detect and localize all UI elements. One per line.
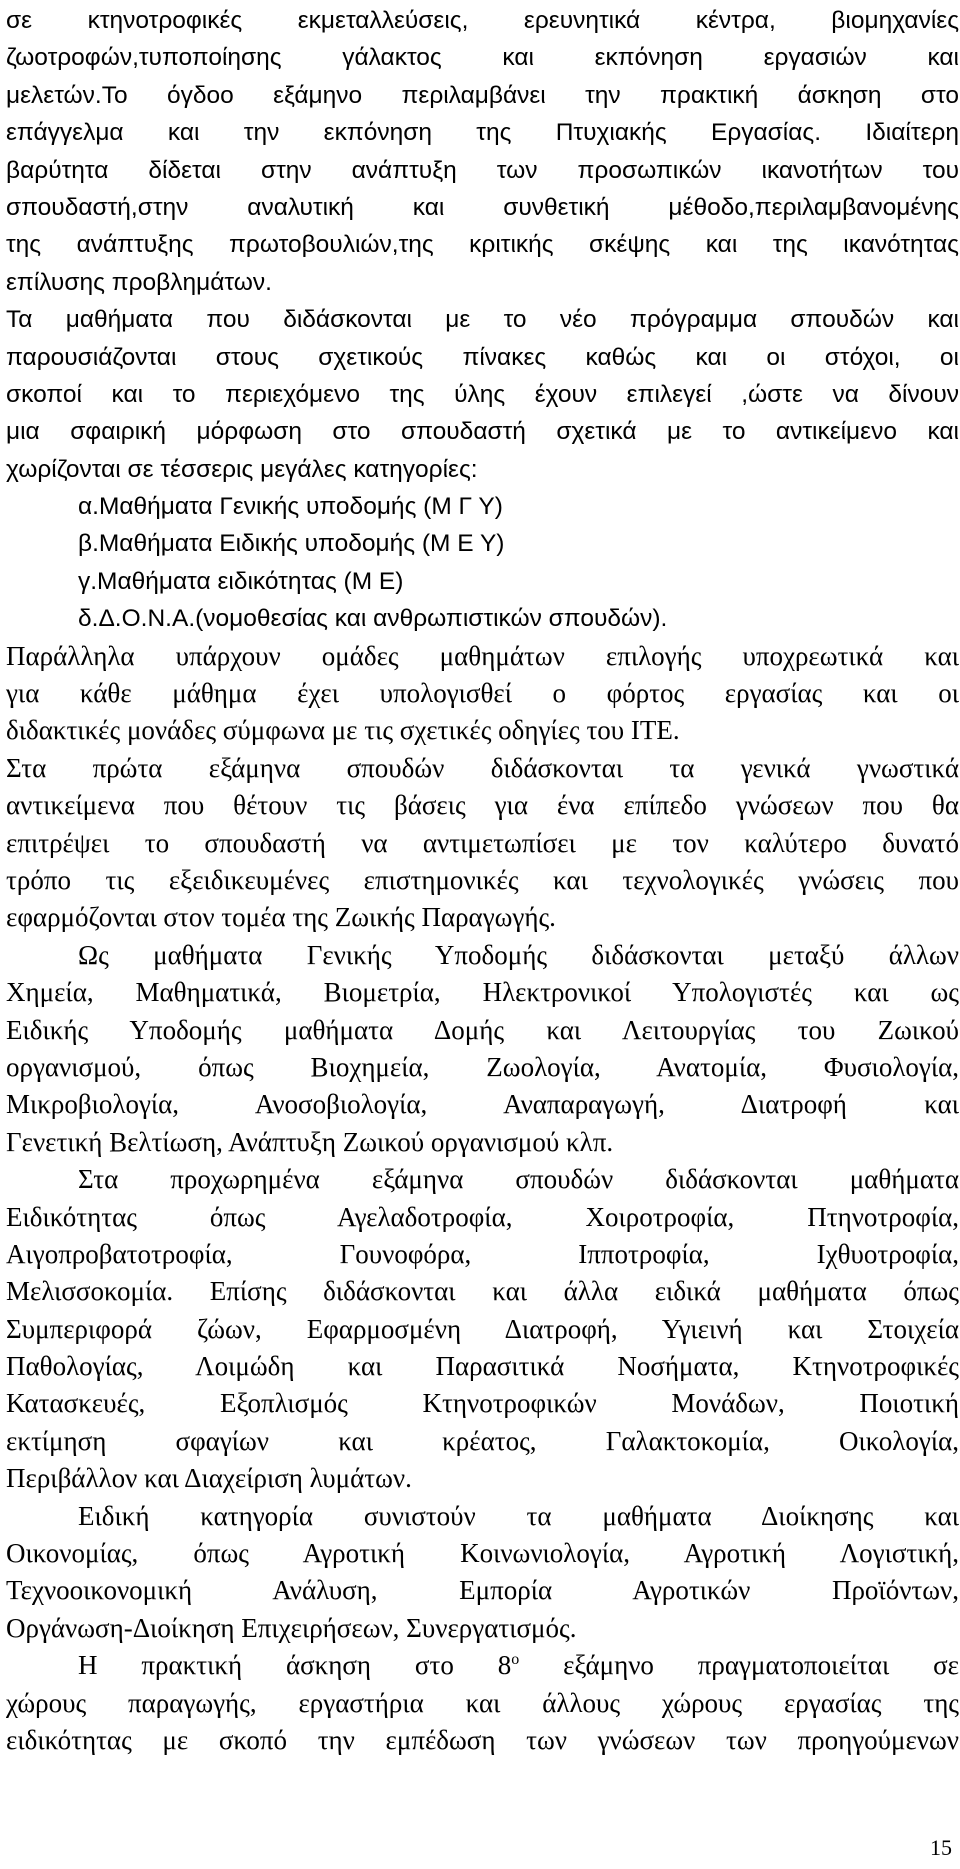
text-line: εφαρμόζονται στον τομέα της Ζωικής Παραγωγής. — [6, 902, 556, 933]
text-line: σε κτηνοτροφικές εκμεταλλεύσεις, ερευνητικά κέντρα, βιομηχανίες — [6, 7, 959, 34]
text-line: Γενετική Βελτίωση, Ανάπτυξη Ζωικού οργανισμού κλπ. — [6, 1126, 614, 1157]
text-line: χώρους παραγωγής, εργαστήρια και άλλους χώρους εργασίας της — [6, 1687, 959, 1718]
text-line: σπουδαστή,στην αναλυτική και συνθετική μέθοδο,περιλαμβανομένης — [6, 193, 959, 221]
text-line: Κατασκευές, Εξοπλισμός Κτηνοτροφικών Μονάδων, Ποιοτική — [6, 1388, 959, 1419]
text-line: μια σφαιρική μόρφωση στο σπουδαστή σχετικά με το αντικείμενο και — [6, 418, 959, 446]
practice-text-before: Η πρακτική άσκηση στο 8 — [78, 1650, 512, 1681]
text-line: Στα πρώτα εξάμηνα σπουδών διδάσκονται τα γενικά γνωστικά — [6, 752, 959, 783]
text-line: Αιγοπροβατοτροφία, Γουνοφόρα, Ιπποτροφία, Ιχθυοτροφία, — [6, 1238, 959, 1269]
text-line: Ειδικής Υποδομής μαθήματα Δομής και Λειτουργίας του Ζωικού — [6, 1014, 959, 1045]
document-page — [6, 2, 959, 1759]
text-line: Τεχνοοικονομική Ανάλυση, Εμπορία Αγροτικών Προϊόντων, — [6, 1575, 959, 1606]
text-line: Οργάνωση-Διοίκηση Επιχειρήσεων, Συνεργατισμός. — [6, 1612, 577, 1643]
text-line: Ως μαθήματα Γενικής Υποδομής διδάσκονται μεταξύ άλλων — [78, 939, 959, 970]
text-line: επιτρέψει το σπουδαστή να αντιμετωπίσει με τον καλύτερο δυνατό — [6, 827, 959, 858]
category-item: δ.Δ.Ο.Ν.Α.(νομοθεσίας και ανθρωπιστικών σπουδών). — [78, 605, 668, 633]
text-line: επάγγελμα και την εκπόνηση της Πτυχιακής Εργασίας. Ιδιαίτερη — [6, 119, 959, 147]
text-line: Στα προχωρημένα εξάμηνα σπουδών διδάσκονται μαθήματα — [78, 1164, 959, 1195]
page-number: 15 — [930, 1835, 952, 1860]
category-item: α.Μαθήματα Γενικής υποδομής (Μ Γ Υ) — [78, 493, 503, 521]
text-line: επίλυσης προβλημάτων. — [6, 268, 272, 296]
text-line: αντικείμενα που θέτουν τις βάσεις για ένα επίπεδο γνώσεων που θα — [6, 790, 959, 821]
text-line: Παθολογίας, Λοιμώδη και Παρασιτικά Νοσήματα, Κτηνοτροφικές — [6, 1351, 959, 1382]
category-item: γ.Μαθήματα ειδικότητας (Μ Ε) — [78, 567, 404, 595]
text-line: Χημεία, Μαθηματικά, Βιομετρία, Ηλεκτρονικοί Υπολογιστές και ως — [6, 977, 959, 1008]
text-line: για κάθε μάθημα έχει υπολογισθεί ο φόρτος εργασίας και οι — [6, 678, 959, 709]
text-line: Οικονομίας, όπως Αγροτική Κοινωνιολογία, Αγροτική Λογιστική, — [6, 1538, 959, 1569]
text-line: Ειδικότητας όπως Αγελαδοτροφία, Χοιροτροφία, Πτηνοτροφία, — [6, 1201, 959, 1232]
text-line: ζωοτροφών,τυποποίησης γάλακτος και εκπόνηση εργασιών και — [6, 44, 959, 72]
text-line: παρουσιάζονται στους σχετικούς πίνακες καθώς και οι στόχοι, οι — [6, 343, 959, 371]
text-line: Συμπεριφορά ζώων, Εφαρμοσμένη Διατροφή, Υγιεινή και Στοιχεία — [6, 1313, 959, 1344]
text-line: σκοποί και το περιεχόμενο της ύλης έχουν επιλεγεί ,ώστε να δίνουν — [6, 380, 959, 408]
text-line: Μελισσοκομία. Επίσης διδάσκονται και άλλα ειδικά μαθήματα όπως — [6, 1276, 959, 1307]
text-line: χωρίζονται σε τέσσερις μεγάλες κατηγορίες: — [6, 455, 478, 483]
text-line: ειδικότητας με σκοπό την εμπέδωση των γνώσεων των προηγούμενων — [6, 1724, 959, 1755]
text-line — [6, 1647, 959, 1684]
text-line: Τα μαθήματα που διδάσκονται με το νέο πρόγραμμα σπουδών και — [6, 306, 959, 334]
ordinal-superscript: ο — [511, 1651, 520, 1669]
text-line: Παράλληλα υπάρχουν ομάδες μαθημάτων επιλογής υποχρεωτικά και — [6, 640, 959, 671]
category-item: β.Μαθήματα Ειδικής υποδομής (Μ Ε Υ) — [78, 530, 505, 558]
text-line: διδακτικές μονάδες σύμφωνα με τις σχετικές οδηγίες του ΙΤΕ. — [6, 715, 680, 746]
text-line: Ειδική κατηγορία συνιστούν τα μαθήματα Διοίκησης και — [78, 1500, 959, 1531]
text-line: Περιβάλλον και Διαχείριση λυμάτων. — [6, 1463, 412, 1494]
text-line: μελετών.Το όγδοο εξάμηνο περιλαμβάνει την πρακτική άσκηση στο — [6, 81, 959, 109]
text-line: τρόπο τις εξειδικευμένες επιστημονικές και τεχνολογικές γνώσεις που — [6, 864, 959, 895]
text-line: εκτίμηση σφαγίων και κρέατος, Γαλακτοκομία, Οικολογία, — [6, 1425, 959, 1456]
practice-text-after: εξάμηνο πραγματοποιείται σε — [519, 1650, 959, 1681]
text-line: οργανισμού, όπως Βιοχημεία, Ζωολογία, Ανατομία, Φυσιολογία, — [6, 1051, 959, 1082]
text-line: Μικροβιολογία, Ανοσοβιολογία, Αναπαραγωγή, Διατροφή και — [6, 1089, 959, 1120]
text-line: της ανάπτυξης πρωτοβουλιών,της κριτικής σκέψης και της ικανότητας — [6, 231, 959, 259]
text-line: βαρύτητα δίδεται στην ανάπτυξη των προσωπικών ικανοτήτων του — [6, 156, 959, 184]
